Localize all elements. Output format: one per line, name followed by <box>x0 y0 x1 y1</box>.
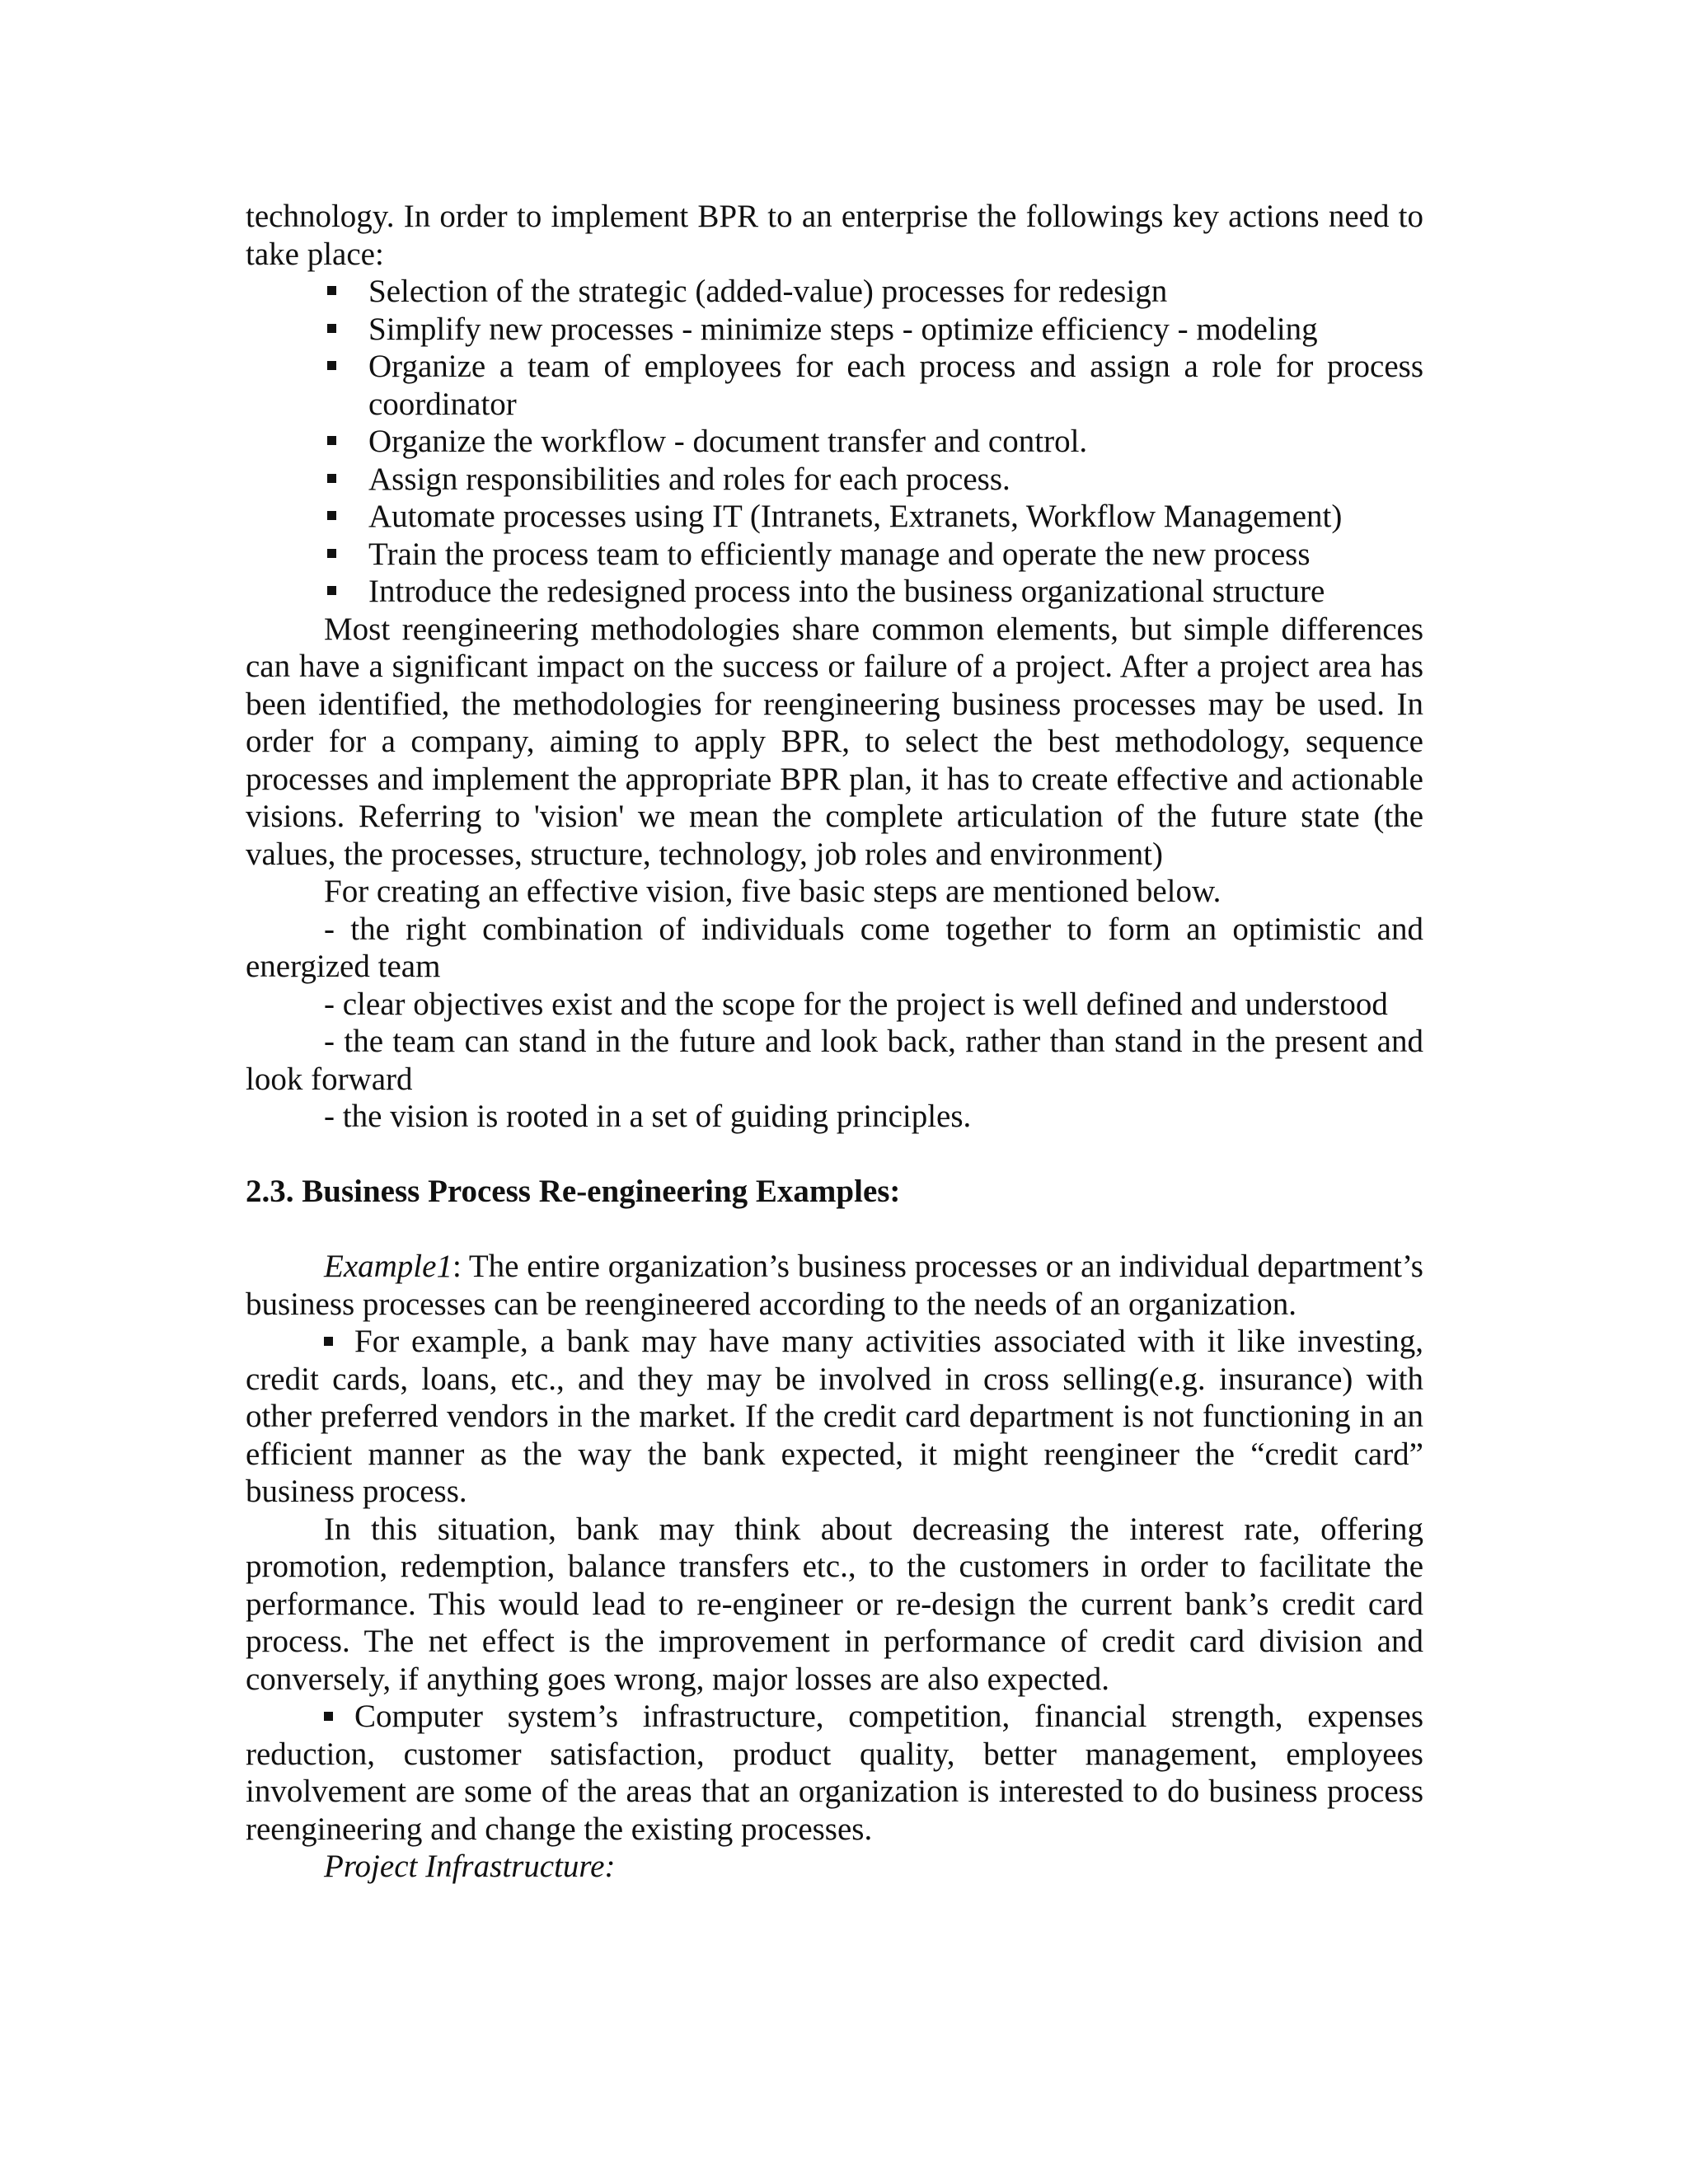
bullet-square-icon <box>324 1337 333 1346</box>
bullet-square-icon <box>327 286 336 295</box>
list-item: Train the process team to efficiently manage and operate the new process <box>368 536 1423 574</box>
bullet-square-icon <box>327 549 336 558</box>
vision-step: - clear objectives exist and the scope for the project is well defined and understood <box>324 986 1388 1022</box>
intro-paragraph: technology. In order to implement BPR to an enterprise the followings key actions need to take place: <box>246 199 1423 272</box>
situation-paragraph: In this situation, bank may think about decreasing the interest rate, offering promotion, redemption, balance transfers etc., to the customers in order to facilitate the performance. This would lead to re-engineer or re-design the current bank’s credit card process. The net effect is the improvement in performance of credit card division and conversely, if anything goes wrong, major losses are also expected. <box>246 1511 1423 1697</box>
section-heading: 2.3. Business Process Re-engineering Examples: <box>246 1174 901 1209</box>
list-item: Organize the workflow - document transfer and control. <box>368 423 1423 461</box>
vision-step: - the vision is rooted in a set of guiding principles. <box>324 1099 972 1134</box>
key-actions-list <box>246 273 1423 611</box>
list-item: Introduce the redesigned process into the business organizational structure <box>368 573 1423 611</box>
bullet-square-icon <box>327 324 336 333</box>
bank-example-paragraph: For example, a bank may have many activities associated with it like investing, credit cards, loans, etc., and they may be involved in cross selling(e.g. insurance) with other preferred vendors in the market. If the credit card department is not functioning in an efficient manner as the way the bank expected, it might reengineer the “credit card” business process. <box>246 1324 1423 1509</box>
methodologies-paragraph: Most reengineering methodologies share common elements, but simple differences can have a significant impact on the success or failure of a project. After a project area has been identified, the methodologies for reengineering business processes may be used. In order for a company, aiming to apply BPR, to select the best methodology, sequence processes and implement the appropriate BPR plan, it has to create effective and actionable visions. Referring to 'vision' we mean the complete articulation of the future state (the values, the processes, structure, technology, job roles and environment) <box>246 611 1423 872</box>
bullet-square-icon <box>327 361 336 370</box>
vision-step: - the team can stand in the future and look back, rather than stand in the present and look forward <box>246 1024 1423 1097</box>
example1-paragraph <box>246 1248 1423 1323</box>
bullet-square-icon <box>327 436 336 445</box>
areas-paragraph: Computer system’s infrastructure, competition, financial strength, expenses reduction, customer satisfaction, product quality, better management, employees involvement are some of the areas that an organization is interested to do business process reengineering and change the existing processes. <box>246 1699 1423 1847</box>
project-infrastructure-label: Project Infrastructure: <box>324 1849 616 1884</box>
list-item: Organize a team of employees for each process and assign a role for process coordinator <box>368 348 1423 423</box>
bullet-square-icon <box>327 474 336 483</box>
list-item: Automate processes using IT (Intranets, Extranets, Workflow Management) <box>368 498 1423 536</box>
document-page <box>246 198 1423 1886</box>
vision-step: - the right combination of individuals come together to form an optimistic and energized team <box>246 911 1423 984</box>
example1-text: : The entire organization’s business processes or an individual department’s business processes can be reengineered according to the needs of an organization. <box>246 1249 1423 1322</box>
example1-label: Example1 <box>324 1249 452 1284</box>
vision-intro-paragraph: For creating an effective vision, five basic steps are mentioned below. <box>324 874 1221 909</box>
bullet-square-icon <box>327 586 336 595</box>
list-item: Assign responsibilities and roles for each process. <box>368 461 1423 499</box>
list-item: Selection of the strategic (added-value) processes for redesign <box>368 273 1423 311</box>
list-item: Simplify new processes - minimize steps - optimize efficiency - modeling <box>368 311 1423 349</box>
bullet-square-icon <box>327 511 336 520</box>
bullet-square-icon <box>324 1712 333 1721</box>
